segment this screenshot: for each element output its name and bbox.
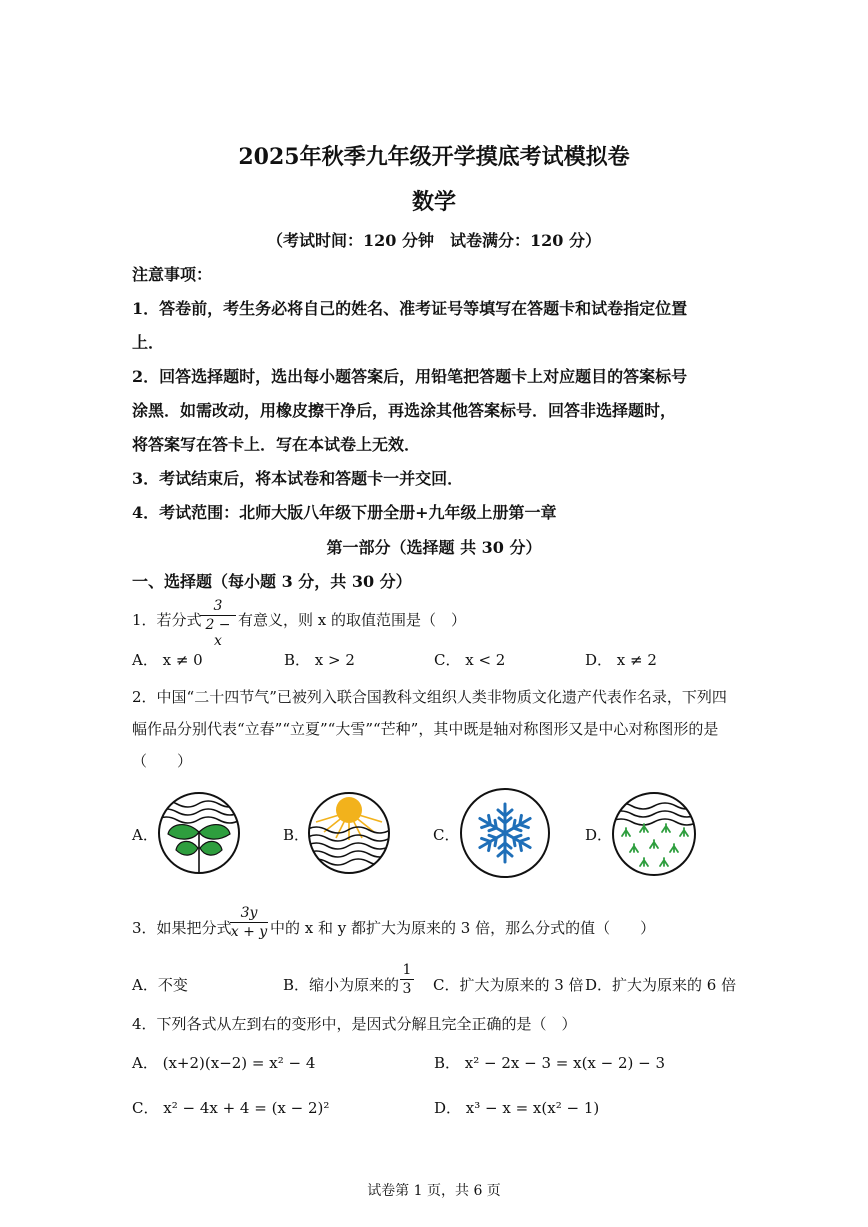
q3-fraction-numerator: 3y bbox=[240, 905, 258, 921]
q3-fraction bbox=[230, 905, 268, 940]
q1-option-a: A． x ≠ 0 bbox=[132, 651, 203, 669]
part-heading: 第一部分（选择题 共 30 分） bbox=[326, 538, 542, 557]
subject-title: 数学 bbox=[411, 189, 456, 215]
q3-option-b-denominator: 3 bbox=[402, 981, 412, 997]
q2-line-1: 2．中国“二十四节气”已被列入联合国教科文组织人类非物质文化遗产代表作名录，下列四 bbox=[132, 688, 727, 706]
q3-fraction-denominator: x + y bbox=[230, 924, 268, 940]
q4-option-d: D． x³ − x = x(x² − 1) bbox=[434, 1099, 600, 1117]
q1-suffix: 有意义，则 x 的取值范围是（ ） bbox=[238, 611, 466, 629]
q2-line-2: 幅作品分别代表“立春”“立夏”“大雪”“芒种”，其中既是轴对称图形又是中心对称图形的是 bbox=[132, 720, 719, 738]
q2-label-b: B． bbox=[283, 826, 310, 844]
q2-label-d: D． bbox=[585, 826, 613, 844]
note-1-line-1: 1．答卷前，考生务必将自己的姓名、准考证号等填写在答题卡和试卷指定位置 bbox=[132, 299, 688, 318]
q4-option-b: B． x² − 2x − 3 = x(x − 2) − 3 bbox=[434, 1054, 666, 1072]
q2-line-3: （ ） bbox=[132, 752, 193, 770]
q3-option-a: A．不变 bbox=[132, 976, 188, 994]
q1-prefix: 1．若分式 bbox=[132, 611, 202, 629]
q3-suffix: 中的 x 和 y 都扩大为原来的 3 倍，那么分式的值（ ） bbox=[270, 919, 656, 937]
q2-label-c: C． bbox=[433, 826, 460, 844]
grass-figure bbox=[610, 790, 698, 878]
snowflake-figure bbox=[458, 786, 552, 880]
q2-label-a: A． bbox=[132, 826, 158, 844]
q3-option-c: C．扩大为原来的 3 倍 bbox=[433, 976, 584, 994]
q4-option-c: C． x² − 4x + 4 = (x − 2)² bbox=[132, 1099, 330, 1117]
exam-title: 2025年秋季九年级开学摸底考试模拟卷 bbox=[238, 144, 630, 170]
q3-option-b-bar bbox=[400, 979, 414, 980]
q4-option-a: A． (x+2)(x−2) = x² − 4 bbox=[132, 1054, 316, 1072]
note-2-line-2: 涂黑．如需改动，用橡皮擦干净后，再选涂其他答案标号．回答非选择题时， bbox=[132, 401, 677, 420]
note-3: 3．考试结束后，将本试卷和答题卡一并交回． bbox=[132, 469, 464, 488]
q3-fraction-bar bbox=[230, 922, 268, 923]
q3-option-d: D．扩大为原来的 6 倍 bbox=[585, 976, 737, 994]
section-heading: 一、选择题（每小题 3 分，共 30 分） bbox=[132, 572, 412, 591]
q1-option-c: C． x < 2 bbox=[434, 651, 506, 669]
page-footer: 试卷第 1 页，共 6 页 bbox=[367, 1183, 501, 1199]
sprout-figure bbox=[156, 790, 242, 876]
note-2-line-3: 将答案写在答卡上．写在本试卷上无效． bbox=[132, 435, 421, 454]
note-1-line-2: 上． bbox=[132, 333, 165, 352]
q1-fraction-bar bbox=[200, 615, 236, 616]
q3-option-b-numerator: 1 bbox=[402, 962, 412, 978]
q1-fraction bbox=[200, 598, 236, 649]
note-4: 4．考试范围：北师大版八年级下册全册+九年级上册第一章 bbox=[132, 503, 557, 522]
note-2-line-1: 2．回答选择题时，选出每小题答案后，用铅笔把答题卡上对应题目的答案标号 bbox=[132, 367, 688, 386]
q1-option-d: D． x ≠ 2 bbox=[585, 651, 657, 669]
q3-option-b-prefix: B．缩小为原来的 bbox=[283, 976, 400, 994]
exam-info: （考试时间：120 分钟 试卷满分：120 分） bbox=[267, 231, 601, 250]
q1-fraction-denominator: 2 − x bbox=[205, 617, 231, 649]
q1-fraction-numerator: 3 bbox=[213, 598, 223, 614]
q1-option-b: B． x > 2 bbox=[284, 651, 355, 669]
q4-stem: 4．下列各式从左到右的变形中，是因式分解且完全正确的是（ ） bbox=[132, 1015, 577, 1033]
q3-option-b-fraction bbox=[400, 962, 414, 997]
notes-heading: 注意事项： bbox=[132, 265, 213, 284]
sun-figure bbox=[306, 790, 392, 876]
q3-prefix: 3．如果把分式 bbox=[132, 919, 232, 937]
